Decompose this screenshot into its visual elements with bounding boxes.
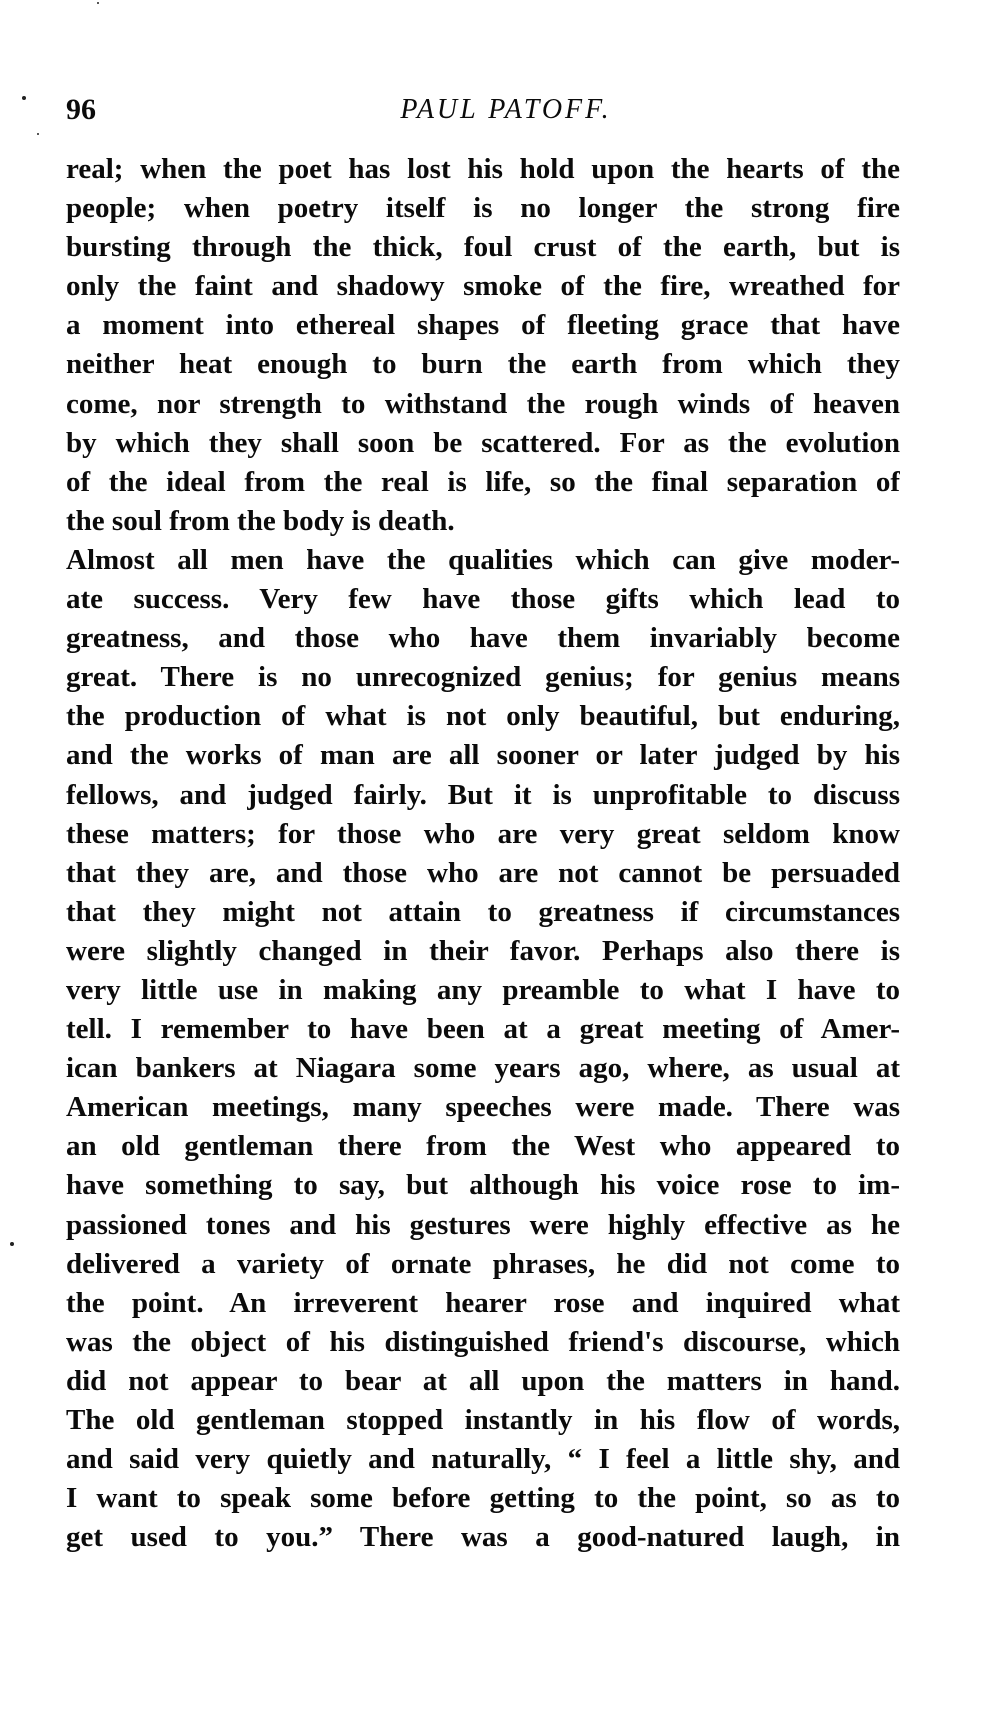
ink-speck	[22, 96, 26, 100]
text-line: get used to you.” There was a good-natured laugh, in	[66, 1521, 900, 1554]
text-line: that they are, and those who are not cannot be persuaded	[66, 856, 900, 889]
body-text	[66, 150, 900, 1557]
text-line: Almost all men have the qualities which can give moder-	[66, 543, 900, 576]
text-line: and the works of man are all sooner or later judged by his	[66, 739, 900, 772]
text-line: did not appear to bear at all upon the matters in hand.	[66, 1364, 900, 1397]
text-line: a moment into ethereal shapes of fleeting grace that have	[66, 309, 900, 342]
page-header	[66, 95, 900, 135]
text-line: American meetings, many speeches were made. There was	[66, 1091, 900, 1124]
text-line: bursting through the thick, foul crust of the earth, but is	[66, 231, 900, 264]
text-line: real; when the poet has lost his hold upon the hearts of the	[66, 153, 900, 185]
text-line: ican bankers at Niagara some years ago, where, as usual at	[66, 1052, 900, 1085]
text-line: greatness, and those who have them invariably become	[66, 622, 900, 655]
text-line: were slightly changed in their favor. Perhaps also there is	[66, 934, 900, 967]
text-line: very little use in making any preamble to what I have to	[66, 973, 900, 1006]
text-line: these matters; for those who are very great seldom know	[66, 817, 900, 850]
text-line: only the faint and shadowy smoke of the fire, wreathed for	[66, 270, 900, 303]
text-line: I want to speak some before getting to the point, so as to	[66, 1482, 900, 1515]
text-line: and said very quietly and naturally, “ I feel a little shy, and	[66, 1443, 900, 1476]
text-line: by which they shall soon be scattered. For as the evolution	[66, 426, 900, 459]
running-title: PAUL PATOFF.	[400, 94, 612, 125]
text-line: fellows, and judged fairly. But it is unprofitable to discuss	[66, 778, 900, 811]
text-line: the point. An irreverent hearer rose and inquired what	[66, 1286, 900, 1319]
paragraph-2	[66, 541, 900, 1557]
text-line: passioned tones and his gestures were highly effective as he	[66, 1208, 900, 1241]
text-line: come, nor strength to withstand the rough winds of heaven	[66, 387, 900, 420]
text-line: tell. I remember to have been at a great meeting of Amer-	[66, 1013, 900, 1046]
text-line: of the ideal from the real is life, so the final separation of	[66, 465, 900, 498]
text-line: people; when poetry itself is no longer the strong fire	[66, 192, 900, 225]
text-line: that they might not attain to greatness if circumstances	[66, 895, 900, 928]
text-line: great. There is no unrecognized genius; for genius means	[66, 661, 900, 694]
text-line: have something to say, but although his voice rose to im-	[66, 1169, 900, 1202]
text-line: an old gentleman there from the West who appeared to	[66, 1130, 900, 1163]
ink-speck	[97, 2, 99, 4]
text-line: The old gentleman stopped instantly in his flow of words,	[66, 1404, 900, 1436]
ink-speck	[37, 133, 39, 135]
text-line: the production of what is not only beautiful, but enduring,	[66, 700, 900, 733]
page-number: 96	[66, 93, 96, 126]
text-line: the soul from the body is death.	[66, 504, 455, 537]
paragraph-1	[66, 150, 900, 541]
text-line: neither heat enough to burn the earth from which they	[66, 348, 900, 381]
ink-speck	[10, 1242, 14, 1246]
text-line: delivered a variety of ornate phrases, he did not come to	[66, 1247, 900, 1280]
text-line: ate success. Very few have those gifts which lead to	[66, 583, 900, 616]
text-line: was the object of his distinguished friend's discourse, which	[66, 1325, 900, 1358]
